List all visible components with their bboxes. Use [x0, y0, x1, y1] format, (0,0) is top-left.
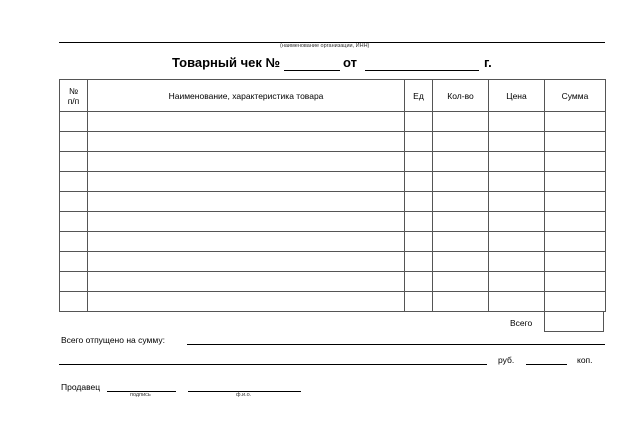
table-row: [60, 112, 606, 132]
table-cell-unit[interactable]: [405, 232, 433, 252]
table-cell-qty[interactable]: [433, 132, 489, 152]
table-cell-qty[interactable]: [433, 272, 489, 292]
table-cell-unit[interactable]: [405, 172, 433, 192]
table-cell-num[interactable]: [60, 212, 88, 232]
table-row: [60, 212, 606, 232]
table-cell-unit[interactable]: [405, 132, 433, 152]
receipt-date-line[interactable]: [365, 70, 479, 71]
table-cell-qty[interactable]: [433, 252, 489, 272]
table-cell-unit[interactable]: [405, 192, 433, 212]
column-header-num-label: № п/п: [67, 85, 80, 106]
table-row: [60, 232, 606, 252]
table-cell-name[interactable]: [88, 252, 405, 272]
table-cell-name[interactable]: [88, 292, 405, 312]
table-cell-sum[interactable]: [545, 172, 606, 192]
table-cell-num[interactable]: [60, 112, 88, 132]
table-cell-sum[interactable]: [545, 132, 606, 152]
title-suffix: г.: [484, 55, 492, 70]
table-cell-price[interactable]: [489, 192, 545, 212]
table-cell-qty[interactable]: [433, 192, 489, 212]
table-cell-qty[interactable]: [433, 232, 489, 252]
organization-caption: (наименование организации, ИНН): [280, 43, 370, 49]
table-cell-num[interactable]: [60, 252, 88, 272]
table-cell-num[interactable]: [60, 292, 88, 312]
table-row: [60, 272, 606, 292]
table-row: [60, 172, 606, 192]
table-cell-price[interactable]: [489, 232, 545, 252]
table-cell-name[interactable]: [88, 132, 405, 152]
column-header-price: Цена: [489, 80, 545, 112]
rub-label: руб.: [498, 355, 515, 365]
table-row: [60, 192, 606, 212]
released-sum-line[interactable]: [187, 344, 605, 345]
table-cell-unit[interactable]: [405, 252, 433, 272]
table-cell-sum[interactable]: [545, 232, 606, 252]
table-cell-sum[interactable]: [545, 192, 606, 212]
table-cell-num[interactable]: [60, 232, 88, 252]
table-header-row: [60, 80, 606, 112]
seller-label: Продавец: [61, 382, 101, 392]
table-cell-name[interactable]: [88, 192, 405, 212]
column-header-unit: Ед: [405, 80, 433, 112]
kop-label: коп.: [577, 355, 593, 365]
table-cell-num[interactable]: [60, 152, 88, 172]
table-cell-unit[interactable]: [405, 112, 433, 132]
table-cell-qty[interactable]: [433, 112, 489, 132]
title-from: от: [343, 55, 357, 70]
sum-words-line[interactable]: [59, 364, 487, 365]
table-cell-price[interactable]: [489, 212, 545, 232]
table-cell-price[interactable]: [489, 132, 545, 152]
fio-caption: ф.и.о.: [236, 392, 252, 398]
items-table: [59, 79, 606, 312]
table-cell-name[interactable]: [88, 172, 405, 192]
receipt-number-line[interactable]: [284, 70, 340, 71]
table-cell-unit[interactable]: [405, 152, 433, 172]
table-cell-qty[interactable]: [433, 172, 489, 192]
table-cell-sum[interactable]: [545, 212, 606, 232]
table-cell-sum[interactable]: [545, 292, 606, 312]
table-cell-name[interactable]: [88, 112, 405, 132]
table-cell-num[interactable]: [60, 172, 88, 192]
table-cell-name[interactable]: [88, 152, 405, 172]
table-cell-unit[interactable]: [405, 212, 433, 232]
table-cell-unit[interactable]: [405, 292, 433, 312]
table-cell-num[interactable]: [60, 132, 88, 152]
table-cell-price[interactable]: [489, 292, 545, 312]
column-header-num: [60, 80, 88, 112]
column-header-qty: Кол-во: [433, 80, 489, 112]
table-cell-name[interactable]: [88, 212, 405, 232]
table-cell-num[interactable]: [60, 192, 88, 212]
table-cell-qty[interactable]: [433, 152, 489, 172]
table-cell-price[interactable]: [489, 172, 545, 192]
column-header-name: Наименование, характеристика товара: [88, 80, 405, 112]
total-label: Всего: [510, 318, 533, 328]
table-row: [60, 152, 606, 172]
table-cell-price[interactable]: [489, 272, 545, 292]
table-row: [60, 252, 606, 272]
table-cell-unit[interactable]: [405, 272, 433, 292]
table-cell-qty[interactable]: [433, 212, 489, 232]
table-cell-sum[interactable]: [545, 272, 606, 292]
table-cell-qty[interactable]: [433, 292, 489, 312]
table-cell-price[interactable]: [489, 252, 545, 272]
total-field[interactable]: [544, 312, 604, 332]
title-prefix: Товарный чек №: [172, 55, 280, 70]
table-cell-sum[interactable]: [545, 252, 606, 272]
table-cell-sum[interactable]: [545, 152, 606, 172]
table-cell-price[interactable]: [489, 112, 545, 132]
kop-line[interactable]: [526, 364, 567, 365]
table-cell-price[interactable]: [489, 152, 545, 172]
released-label: Всего отпущено на сумму:: [61, 335, 165, 345]
table-row: [60, 132, 606, 152]
table-cell-name[interactable]: [88, 232, 405, 252]
page-title: [172, 55, 280, 70]
signature-caption: подпись: [130, 392, 151, 398]
table-cell-num[interactable]: [60, 272, 88, 292]
column-header-sum: Сумма: [545, 80, 606, 112]
table-cell-name[interactable]: [88, 272, 405, 292]
table-row: [60, 292, 606, 312]
table-cell-sum[interactable]: [545, 112, 606, 132]
